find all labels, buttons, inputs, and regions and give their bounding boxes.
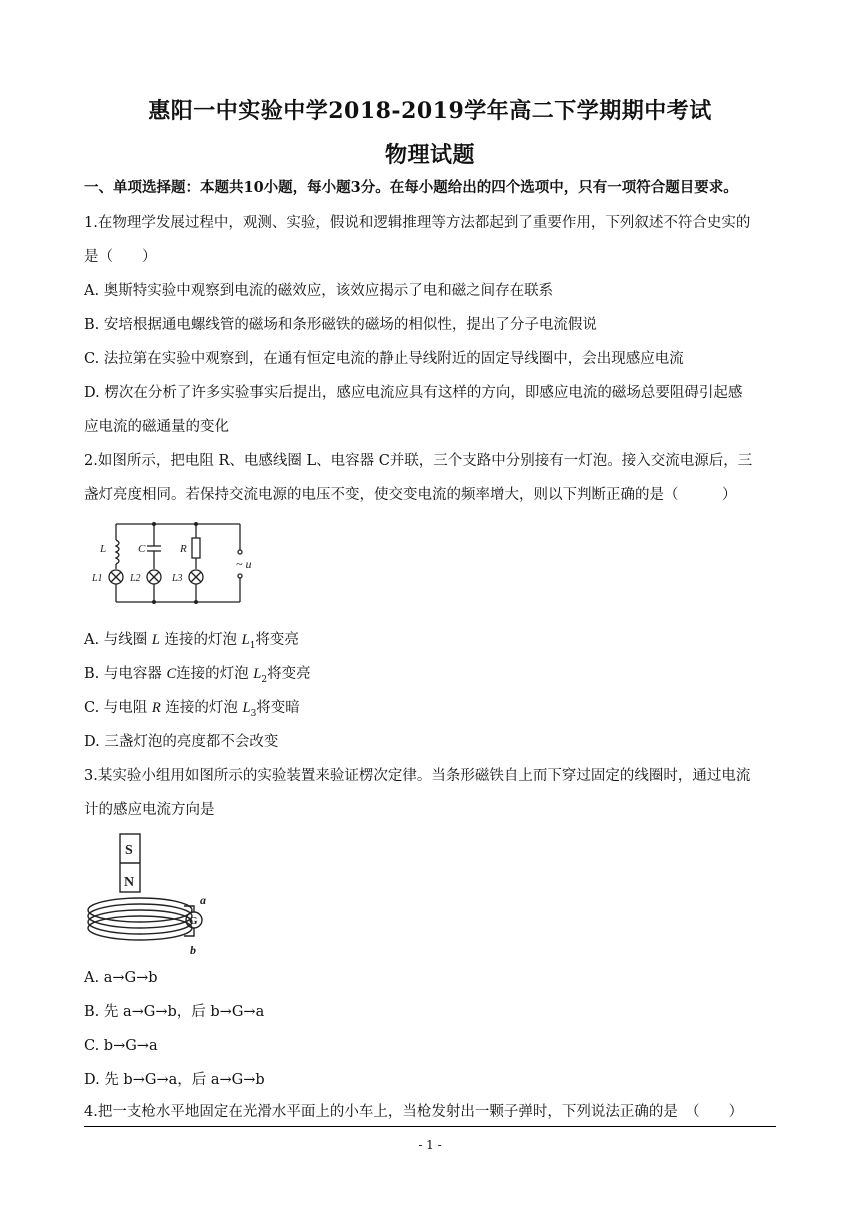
- q1-stem-line2: 是（ ）: [84, 249, 157, 265]
- section-heading: 一、单项选择题：本题共10小题，每小题3分。在每小题给出的四个选项中，只有一项符合题目要求。: [84, 179, 738, 196]
- q2-stem-line2: 盏灯亮度相同。若保持交流电源的电压不变，使交变电流的频率增大，则以下判断正确的是（ ）: [84, 487, 737, 503]
- q3-option-d: D. 先 b→G→a，后 a→G→b: [84, 1072, 265, 1088]
- q3-option-c: C. b→G→a: [84, 1038, 158, 1054]
- label-a: a: [200, 893, 206, 907]
- page-title: 惠阳一中实验中学2018-2019学年高二下学期期中考试: [148, 98, 712, 124]
- q2-option-a: A. 与线圈 L 连接的灯泡 $L_1$将变亮: [84, 632, 299, 651]
- q3-option-b: B. 先 a→G→b，后 b→G→a: [84, 1004, 265, 1020]
- q1-option-a: A. 奥斯特实验中观察到电流的磁效应，该效应揭示了电和磁之间存在联系: [84, 283, 554, 299]
- q1-option-d-line1: D. 楞次在分析了许多实验事实后提出，感应电流应具有这样的方向，即感应电流的磁场总要阻碍引起感: [84, 385, 743, 401]
- q3-stem-line1: 3.某实验小组用如图所示的实验装置来验证楞次定律。当条形磁铁自上而下穿过固定的线圈时，通过电流: [84, 768, 751, 784]
- q1-stem-line1: 1.在物理学发展过程中，观测、实验，假说和逻辑推理等方法都起到了重要作用，下列叙述不符合史实的: [84, 215, 751, 231]
- label-R: R: [180, 543, 187, 555]
- page-subtitle: 物理试题: [384, 142, 475, 168]
- page-number: - 1 -: [418, 1138, 442, 1152]
- magnet-coil-diagram: [84, 830, 214, 962]
- label-G: G: [189, 915, 198, 927]
- label-L: L: [100, 543, 107, 555]
- q2-stem-line1: 2.如图所示，把电阻 R、电感线圈 L、电容器 C并联，三个支路中分别接有一灯泡。接入交流电源后，三: [84, 453, 753, 469]
- label-source: ~ u: [236, 557, 252, 571]
- q1-option-b: B. 安培根据通电螺线管的磁场和条形磁铁的磁场的相似性，提出了分子电流假说: [84, 317, 597, 333]
- q3-stem-line2: 计的感应电流方向是: [84, 802, 215, 818]
- q2-option-c: C. 与电阻 R 连接的灯泡 $L_3$将变暗: [84, 700, 300, 719]
- label-C: C: [138, 543, 146, 555]
- q1-option-c: C. 法拉第在实验中观察到，在通有恒定电流的静止导线附近的固定导线圈中，会出现感应电流: [84, 351, 684, 367]
- footer-divider: [84, 1126, 776, 1127]
- label-L1: L1: [92, 573, 103, 584]
- circuit-diagram: [86, 516, 266, 610]
- label-N: N: [124, 875, 135, 890]
- q1-option-d-line2: 应电流的磁通量的变化: [84, 419, 229, 435]
- q2-option-b: B. 与电容器 C连接的灯泡 $L_2$将变亮: [84, 666, 311, 685]
- label-S: S: [125, 843, 133, 858]
- q3-option-a: A. a→G→b: [84, 970, 158, 986]
- q4-stem-line1: 4.把一支枪水平地固定在光滑水平面上的小车上，当枪发射出一颗子弹时，下列说法正确的是 （ ）: [84, 1104, 744, 1120]
- label-L3: L3: [172, 573, 183, 584]
- q2-option-d: D. 三盏灯泡的亮度都不会改变: [84, 734, 279, 750]
- label-b: b: [190, 943, 196, 957]
- label-L2: L2: [130, 573, 141, 584]
